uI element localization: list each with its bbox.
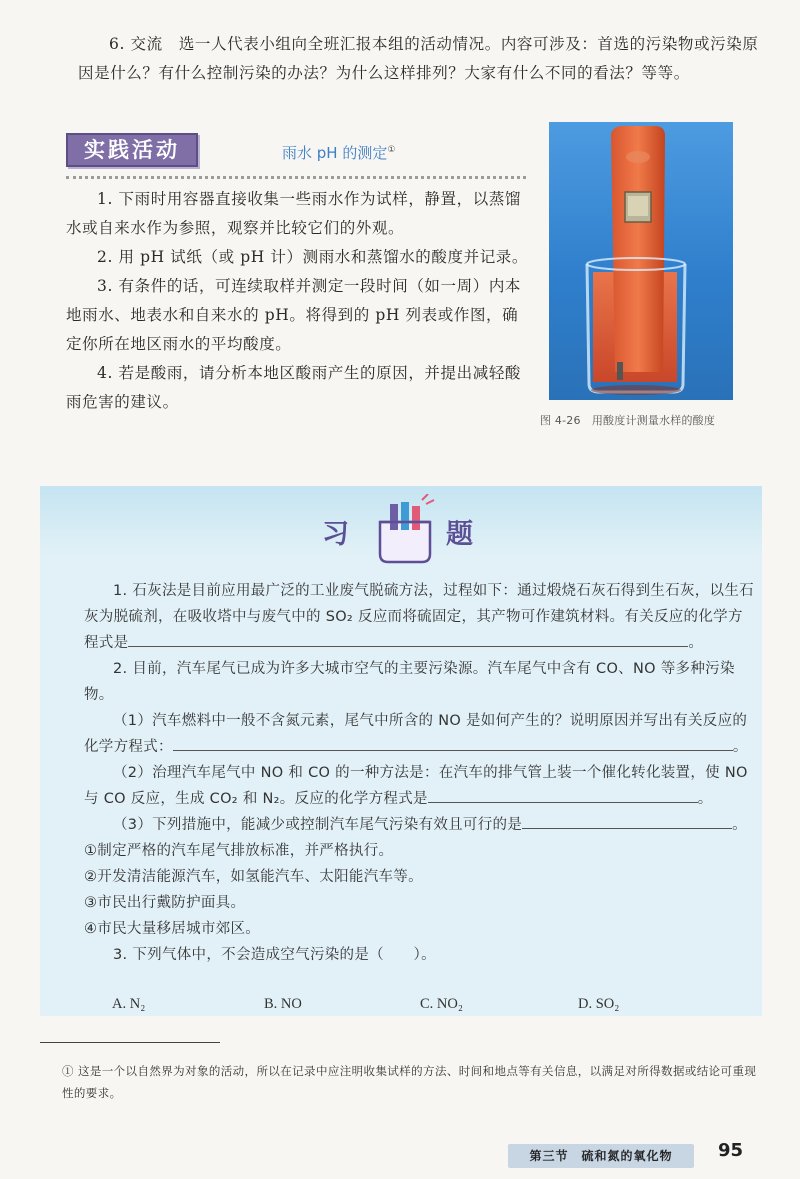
footnote-text: ① 这是一个以自然界为对象的活动，所以在记录中应注明收集试样的方法、时间和地点等有关信息，以满足对所得数据或结论可重现性的要求。 bbox=[62, 1064, 757, 1100]
activity-step-1: 1. 下雨时用容器直接收集一些雨水作为试样，静置，以蒸馏水或自来水作为参照，观察并比较它们的外观。 bbox=[66, 190, 522, 237]
footnote-rule bbox=[40, 1042, 220, 1043]
period-1: 。 bbox=[688, 635, 704, 651]
period-2-2: 。 bbox=[697, 791, 713, 807]
measure-4: ④市民大量移居城市郊区。 bbox=[84, 921, 261, 937]
question-1 bbox=[84, 578, 754, 656]
question-2-1-text: （1）汽车燃料中一般不含氮元素，尾气中所含的 NO 是如何产生的？说明原因并写出有关反应的化学方程式： bbox=[84, 713, 748, 755]
page-number: 95 bbox=[718, 1140, 744, 1161]
figure-caption: 图 4-26 用酸度计测量水样的酸度 bbox=[540, 414, 716, 427]
pencil-pocket-icon bbox=[374, 494, 436, 566]
footnote-marker: ① bbox=[387, 145, 396, 155]
option-b[interactable]: B. NO bbox=[264, 996, 302, 1012]
exercises-body bbox=[84, 578, 754, 968]
question-2-1 bbox=[84, 708, 754, 760]
option-c[interactable]: C. NO₂ bbox=[420, 996, 463, 1012]
question-2: 2. 目前，汽车尾气已成为许多大城市空气的主要污染源。汽车尾气中含有 CO、NO 等多种污染物。 bbox=[84, 661, 735, 703]
exercises-heading-left: 习 bbox=[322, 519, 349, 550]
measure-1: ①制定严格的汽车尾气排放标准，并严格执行。 bbox=[84, 843, 394, 859]
question-1-text: 1. 石灰法是目前应用最广泛的工业废气脱硫方法，过程如下：通过煅烧石灰石得到生石灰，以生石灰为脱硫剂，在吸收塔中与废气中的 SO₂ 反应而将硫固定，其产物可作建筑材料。有关反应的化学方程式是 bbox=[84, 583, 754, 651]
option-d[interactable]: D. SO₂ bbox=[578, 996, 620, 1012]
answer-blank-2-1[interactable] bbox=[173, 734, 733, 751]
dotted-divider bbox=[66, 176, 526, 179]
question-2-3-text: （3）下列措施中，能减少或控制汽车尾气污染有效且可行的是 bbox=[113, 817, 523, 833]
answer-blank-2-3[interactable] bbox=[522, 812, 732, 829]
activity-step-4: 4. 若是酸雨，请分析本地区酸雨产生的原因，并提出减轻酸雨危害的建议。 bbox=[66, 364, 522, 411]
exercises-heading-right: 题 bbox=[446, 519, 473, 550]
question-3: 3. 下列气体中，不会造成空气污染的是（ ）。 bbox=[113, 947, 436, 963]
activity-badge: 实践活动 bbox=[66, 133, 198, 167]
measure-3: ③市民出行戴防护面具。 bbox=[84, 895, 246, 911]
ph-meter-illustration bbox=[549, 122, 733, 400]
measure-2: ②开发清洁能源汽车，如氢能汽车、太阳能汽车等。 bbox=[84, 869, 423, 885]
answer-blank-2-2[interactable] bbox=[428, 786, 698, 803]
period-2-3: 。 bbox=[732, 817, 747, 833]
pencil-pocket-graphic bbox=[374, 494, 436, 566]
activity-step-2: 2. 用 pH 试纸（或 pH 计）测雨水和蒸馏水的酸度并记录。 bbox=[97, 248, 529, 266]
answer-blank-1[interactable] bbox=[128, 630, 688, 647]
question-2-2 bbox=[84, 760, 754, 812]
section-footer-label: 第三节 硫和氮的氧化物 bbox=[508, 1144, 694, 1168]
option-a[interactable]: A. N₂ bbox=[112, 996, 146, 1012]
question-2-2-text: （2）治理汽车尾气中 NO 和 CO 的一种方法是：在汽车的排气管上装一个催化转化装置，使 NO 与 CO 反应，生成 CO₂ 和 N₂。反应的化学方程式是 bbox=[84, 765, 748, 807]
ph-meter-photo bbox=[549, 122, 733, 400]
period-2-1: 。 bbox=[732, 739, 748, 755]
intro-paragraph bbox=[78, 30, 772, 88]
activity-step-3: 3. 有条件的话，可连续取样并测定一段时间（如一周）内本地雨水、地表水和自来水的 pH。将得到的 pH 列表或作图，确定你所在地区雨水的平均酸度。 bbox=[66, 277, 522, 353]
activity-title bbox=[282, 142, 395, 163]
intro-text: 6. 交流 选一人代表小组向全班汇报本组的活动情况。内容可涉及：首选的污染物或污染原因是什么？有什么控制污染的办法？为什么这样排列？大家有什么不同的看法？等等。 bbox=[78, 35, 759, 82]
question-2-3 bbox=[84, 812, 754, 838]
activity-title-text: 雨水 pH 的测定 bbox=[282, 144, 388, 162]
activity-steps bbox=[66, 185, 528, 417]
